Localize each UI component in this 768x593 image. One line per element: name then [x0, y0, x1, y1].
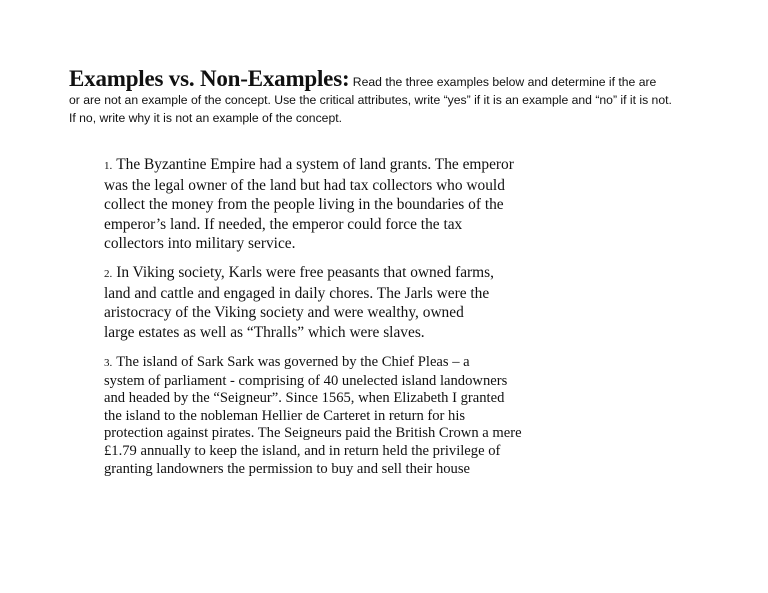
- example-3: [104, 354, 564, 478]
- example-3-line-1: [104, 354, 564, 373]
- example-1-line-1: [104, 155, 554, 176]
- example-1-number: 1.: [104, 160, 113, 172]
- example-1: [104, 155, 554, 253]
- example-3-number: 3.: [104, 357, 113, 369]
- example-3-line-4: the island to the nobleman Hellier de Carteret in return for his: [104, 407, 466, 424]
- example-3-line-7: granting landowners the permission to buy and sell their house: [104, 460, 470, 477]
- example-1-text: The Byzantine Empire had a system of land grants. The emperor: [116, 156, 514, 173]
- example-2: [104, 263, 534, 342]
- example-1-line-5: collectors into military service.: [104, 234, 296, 252]
- example-3-line-6: £1.79 annually to keep the island, and in return held the privilege of: [104, 442, 501, 459]
- example-2-text: In Viking society, Karls were free peasants that owned farms,: [116, 264, 494, 281]
- example-2-number: 2.: [104, 268, 113, 280]
- worksheet-title: Examples vs. Non-Examples:: [69, 66, 350, 91]
- worksheet-header: [69, 66, 709, 127]
- example-2-line-4: large estates as well as “Thralls” which were slaves.: [104, 323, 425, 341]
- example-1-line-3: collect the money from the people living in the boundaries of the: [104, 196, 504, 214]
- example-2-line-1: [104, 263, 534, 284]
- example-1-line-2: was the legal owner of the land but had tax collectors who would: [104, 177, 505, 195]
- example-2-line-3: aristocracy of the Viking society and were wealthy, owned: [104, 304, 464, 322]
- header-line-1: [69, 66, 709, 91]
- instructions-part-1: Read the three examples below and determine if the are: [352, 75, 657, 89]
- instructions-part-3: If no, write why it is not an example of the concept.: [69, 111, 343, 125]
- example-3-line-5: protection against pirates. The Seigneurs paid the British Crown a mere: [104, 425, 522, 442]
- example-3-line-3: and headed by the “Seigneur”. Since 1565, when Elizabeth I granted: [104, 390, 505, 407]
- example-1-line-4: emperor’s land. If needed, the emperor could force the tax: [104, 215, 463, 233]
- example-3-text: The island of Sark Sark was governed by the Chief Pleas – a: [116, 354, 470, 370]
- example-2-line-2: land and cattle and engaged in daily chores. The Jarls were the: [104, 285, 490, 303]
- example-3-line-2: system of parliament - comprising of 40 unelected island landowners: [104, 372, 508, 389]
- instructions-part-2: or are not an example of the concept. Use the critical attributes, write “yes” if it is an example and “no” if it is not.: [69, 93, 672, 107]
